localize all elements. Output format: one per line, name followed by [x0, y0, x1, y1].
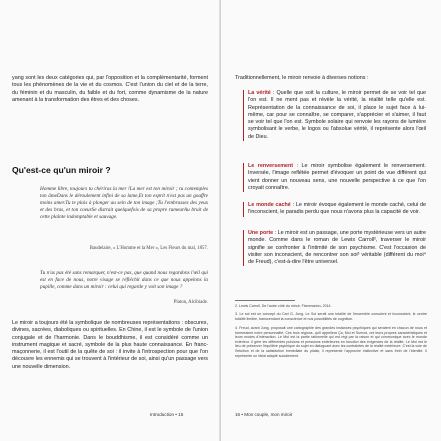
bullet-title-door: Une porte: [248, 230, 274, 236]
bullet-title-hidden-world: Le monde caché: [248, 202, 291, 208]
section-heading: Qu'est-ce qu'un miroir ?: [12, 165, 111, 175]
bullet-text-reversal: : Le miroir symbolise également le renversement. Inversée, l'image reflétée permet d'évoquer un point de vue différent qui vient donner un nouveau sens, une nouvelle perspective à ce que l'on croyait connaître.: [248, 163, 426, 191]
footnote-3: 3. Le soi est un concept du Carl G. Jung. Le Soi serait une totalité de l'ensemble conscient et inconscient, le centre totalité limitée, transcendant la conscience et nos possibilités de cognition.: [235, 312, 427, 321]
footnote-separator: [235, 300, 295, 301]
right-intro: Traditionnellement, le miroir renvoie à diverses notions :: [235, 75, 369, 81]
baudelaire-source: Baudelaire, « L'Homme et la Mer », Les Fleurs du mal, 1857.: [89, 246, 208, 251]
footnote-2: 2. Lewis Carroll, De l'autre côté du miroir, Flammarion, 2014.: [235, 304, 332, 308]
left-page-footer: Introduction • 15: [150, 412, 184, 417]
bullet-reversal: [243, 163, 427, 192]
intro-paragraph: yang sont les deux catégories qui, par l'opposition et la complémentarité, forment tous les phénomènes de la vie et du cosmos. C'est l'union du ciel et de la terre, du féminin et du masculin, du faible et du fort, comme dynamisme de la nature amenant à la transformation des êtres et des choses.: [12, 75, 208, 103]
bullet-text-truth: : Quelle que soit la culture, le miroir permet de se voir tel que l'on est. Il ne ment pas et révèle la vérité, la réalité telle qu'elle est. Représentation de la connaissance de soi, il place le sujet face à lui-même, car pour se connaître, se comparer, s'apprécier et s'aimer, il faut se voir tel que l'on est. Symbole solaire qui renvoie les rayons de lumière symbolisant le verbe, le logos ou l'absolue vérité, il représente alors l'œil de Dieu.: [248, 90, 426, 140]
right-page: [221, 0, 441, 441]
mirror-symbolism-paragraph: Le miroir a toujours été la symbolique de nombreuses représentations : obscures, divines, sacrées, diaboliques ou spirituelles. En Chine, il est le symbole de l'union conjugale et de l'harmonie. Dans le bouddhisme, il est considéré comme un instrument magique et sacré, symbole de la plus haute connaissance. En franc-maçonnerie, il est l'outil de la quête de soi : il invite à l'introspection pour que l'on découvre les ennemis qui se trouvent à l'intérieur de soi, ainsi qu'un passage vers une nouvelle dimension.: [12, 320, 208, 370]
left-page: [0, 0, 220, 441]
bullet-text-door: : Le miroir est un passage, une porte mystérieuse vers un autre monde. Comme dans le roman de Lewis Carroll², traverser le miroir signifie se confronter à l'intimité de son psychisme. C'est l'occasion de visiter son inconscient, de rencontrer son soi³ véritable (différent du moi⁴ de Freud), c'est-à-dire l'être universel.: [248, 230, 426, 266]
bullet-hidden-world: [243, 202, 427, 217]
footnote-4: 4. Freud, avant Jung, proposait une cartographie des grandes instances psychiques qui seraient en chacun de nous et formeraient notre personnalité. Ces trois régions, qu'il appellera Ça, Moi et Surmoi, ont leurs propres caractéristiques et leurs modes d'interaction. Le Moi est la partie rationnelle qui est régi par la raison et qui communique avec le monde extérieur. Il gère les différentes pulsions et pressions extérieures en fonction des exigences de la réalité. Le Moi est le lieu de préserver l'équilibre psychique du sujet en dialoguant avec les contraintes de la réalité extérieure. C'est la voie de l'intuition et de la satisfaction immédiate du plaisir, il représente l'approche instinctive et sans frein de l'identité. Il représente un idéal adapté socialement.: [235, 326, 427, 358]
bullet-text-hidden-world: : Le miroir évoque également le monde caché, celui de l'inconscient, le paradis perdu que nous n'avons plus la capacité de voir.: [248, 202, 426, 216]
bullet-truth: [243, 90, 427, 141]
platon-quote: Tu n'as pas été sans remarquer, n'est-ce pas, que quand nous regardons l'œil qui est en face de nous, notre visage se réfléchit dans ce que nous appelons la pupille, comme dans un miroir : celui qui regarde y voit son image ?: [40, 270, 208, 290]
bullet-title-reversal: Le renversement: [248, 163, 294, 169]
right-page-footer: 16 • Mon couple, mon miroir: [235, 412, 293, 417]
baudelaire-quote: Homme libre, toujours tu chériras la mer !La mer est ton miroir ; tu contemples ton âmeDans le déroulement infini de sa lame,Et ton esprit n'est pas un gouffre moins amer.Tu te plais à plonger au sein de ton image ;Tu l'embrasses des yeux et des bras, et ton coeurSe distrait quelquefois de sa propre rumeurAu bruit de cette plainte indomptable et sauvage.: [40, 186, 208, 220]
platon-source: Platon, Alcibiade.: [173, 300, 208, 305]
bullet-door: [243, 230, 427, 266]
bullet-title-truth: La vérité: [248, 90, 271, 96]
